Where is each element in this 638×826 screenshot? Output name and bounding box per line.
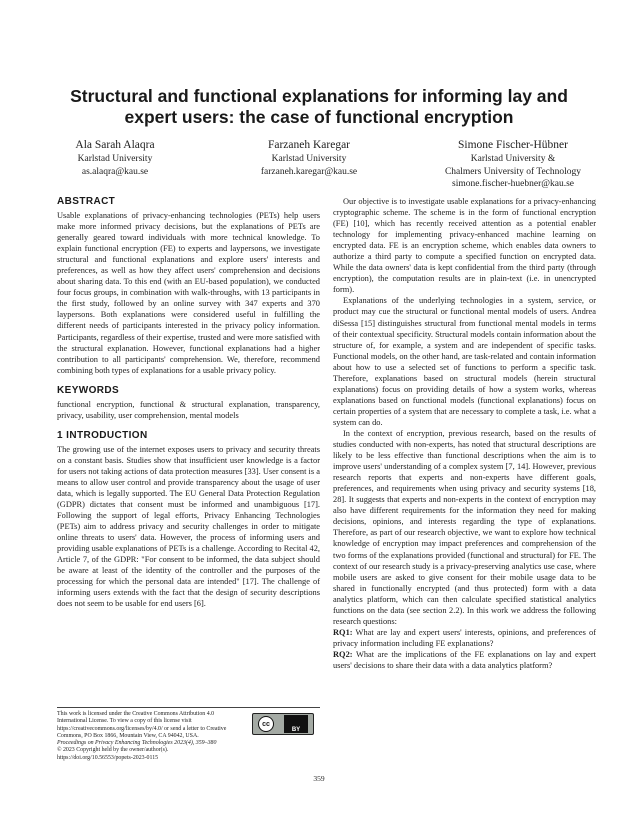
copyright-line: © 2023 Copyright held by the owner/author(s). <box>57 747 169 754</box>
author-name: Ala Sarah Alaqra <box>75 139 155 151</box>
author-email: as.alaqra@kau.se <box>81 166 149 177</box>
rq1-label: RQ1: <box>333 627 353 637</box>
paragraph-encryption-context: In the context of encryption, previous research, based on the results of studies conducted with non-experts, has noted that structural descriptions are likely to be less effective than functional descriptions when the aim is to improve users' understanding of a complex system [7, 14]. However, previous research reports that experts and non-experts have different goals, preferences, and requirements when using privacy and security systems [18, 28]. It suggests that experts and non-experts in the context of encryption may also have different requirements for the information they need for making decisions, opinions, and interests regarding the type of explanations. Therefore, as part of our research objective, we want to explore how technical knowledge of encryption may impact preferences and comprehension of the two forms of the explanations provided (functional and structural) for FE. The context of our research study is a privacy-preserving analytics use case, where mobile users are asked to give consent for their mobile usage data to be shared in functionally encrypted (and thus protected) form with a data analytics platform, which can then calculate specified statistical analytics functions on the data (see section 2.2). In this work we address the following research questions: <box>333 428 596 626</box>
rq2-label: RQ2: <box>333 649 353 659</box>
proceedings-line: Proceedings on Privacy Enhancing Technologies 2023(4), 359–380 <box>57 740 217 747</box>
author-affiliation: Karlstad University <box>271 154 347 164</box>
author-name: Farzaneh Karegar <box>267 139 351 151</box>
cc-by-badge <box>252 713 314 735</box>
right-column <box>333 196 596 671</box>
author-affiliation-2: Chalmers University of Technology <box>444 166 582 177</box>
license-footnote <box>57 707 320 762</box>
author-name: Simone Fischer-Hübner <box>458 139 568 151</box>
research-question-1 <box>333 627 596 649</box>
paper-title-line-2: expert users: the case of functional encryption <box>124 107 514 127</box>
research-question-2 <box>333 649 596 671</box>
abstract-heading: ABSTRACT <box>57 196 116 207</box>
creative-commons-icon: cc <box>258 716 274 732</box>
abstract-text: Usable explanations of privacy-enhancing technologies (PETs) help users make more informed privacy decisions, but the explanations of PETs are generally geared toward individuals with more technical knowledge. To explain functional encryption (FE) to experts and laypersons, we investigate structural and functional explanations and explore users' interests and preferences, as well as how they affect users' comprehension and decisions about sharing data. To this end (with an EU-based population), we conducted four focus groups, in combination with walk-throughs, with 13 participants in the first study, followed by an online survey with 347 experts and 370 laypersons. Both explanations were considered useful in fulfilling the different needs of participants interested in the privacy policy information. Participants, regardless of their expertise, trusted and were more satisfied with the structural explanation. However, functional explanations had a higher contribution to all participants' comprehension. We, therefore, recommend combining both types of explanations for a usable privacy policy. <box>57 211 320 375</box>
author-block <box>40 138 598 191</box>
doi-link[interactable]: https://doi.org/10.56553/popets-2023-0115 <box>57 754 159 761</box>
author-email: simone.fischer-huebner@kau.se <box>452 179 574 189</box>
keywords-text: functional encryption, functional & structural explanation, transparency, privacy, usability, user comprehension, mental models <box>57 399 320 420</box>
author-1 <box>40 138 190 191</box>
paper-title <box>40 86 598 128</box>
paper-title-line-1: Structural and functional explanations for informing lay and <box>70 86 568 106</box>
rq1-text: What are lay and expert users' interests, opinions, and preferences of privacy information including FE explanations? <box>333 627 596 648</box>
author-3 <box>428 138 598 191</box>
left-column <box>57 196 320 610</box>
page-number: 359 <box>313 774 325 783</box>
introduction-heading: 1 INTRODUCTION <box>57 429 148 441</box>
author-2 <box>234 138 384 191</box>
introduction-text: The growing use of the internet exposes users to privacy and security threats on a constant basis. Studies show that insufficient user knowledge is a factor for users not taking actions of data protection measures [33]. User consent is a means to allow user control and provide transparency about the usage of user data, which is legally supported. The EU General Data Protection Regulation (GDPR) dictates that consent must be informed and unambiguous [17]. Following the support of legal efforts, Privacy Enhancing Technologies (PETs) aim to address privacy and security challenges in order to mitigate online threats to users' data. However, the process of informing users and providing usable explanations of PETs is a challenge. According to Recital 42, Article 7, of the GDPR: "For consent to be informed, the data subject should be aware at least of the identity of the controller and the purposes of the processing for which the personal data are intended" [17]. The challenge of informing users extends with the fact that the design of security descriptions does not seem to be usable for end users [6]. <box>57 444 320 609</box>
attribution-icon: BY <box>284 715 308 733</box>
author-email: farzaneh.karegar@kau.se <box>260 166 358 177</box>
author-affiliation: Karlstad University <box>77 154 153 164</box>
license-text: This work is licensed under the Creative Commons Attribution 4.0 International License. To view a copy of this license visit https://creativecommons.org/licenses/by/4.0/ or send a letter to Creative Commons, PO Box 1866, Mountain View, CA 94042, USA. <box>57 711 227 739</box>
author-affiliation: Karlstad University & <box>470 154 556 164</box>
paragraph-objective: Our objective is to investigate usable explanations for a privacy-enhancing cryptographic scheme. The scheme is in the form of functional encryption (FE) [10], which has recently received attention as a potential enabler technology for implementing privacy-enhanced machine learning on encrypted data. FE is an encryption scheme, which enables data owners to authorize a third party to compute a specified function on encrypted data. While the data owners' data is kept confidential from the third party (through encryption), the computation results are in plain-text (i.e. in unencrypted form). <box>333 197 596 295</box>
rq2-text: What are the implications of the FE explanations on lay and expert users' decisions to share their data with a data analytics platform? <box>333 649 596 670</box>
paragraph-mental-models: Explanations of the underlying technologies in a system, service, or product may cue the structural or functional mental models of users. Andrea diSessa [15] distinguishes structural from functional mental models in terms of their contextual specificity. Structural models contain information about the structure of, for example, a system and are independent of specific tasks. Functional models, on the other hand, are task-related and contain information about how to use a selected set of functions to perform a specific task. Therefore, explanations based on structural models (herein structural explanations) focus on providing details of how a system works, whereas explanations based on functional models (functional explanations) focus on certain properties of a system that are necessary to complete a task, i.e. what a system can do. <box>333 296 596 427</box>
keywords-heading: KEYWORDS <box>57 384 120 396</box>
